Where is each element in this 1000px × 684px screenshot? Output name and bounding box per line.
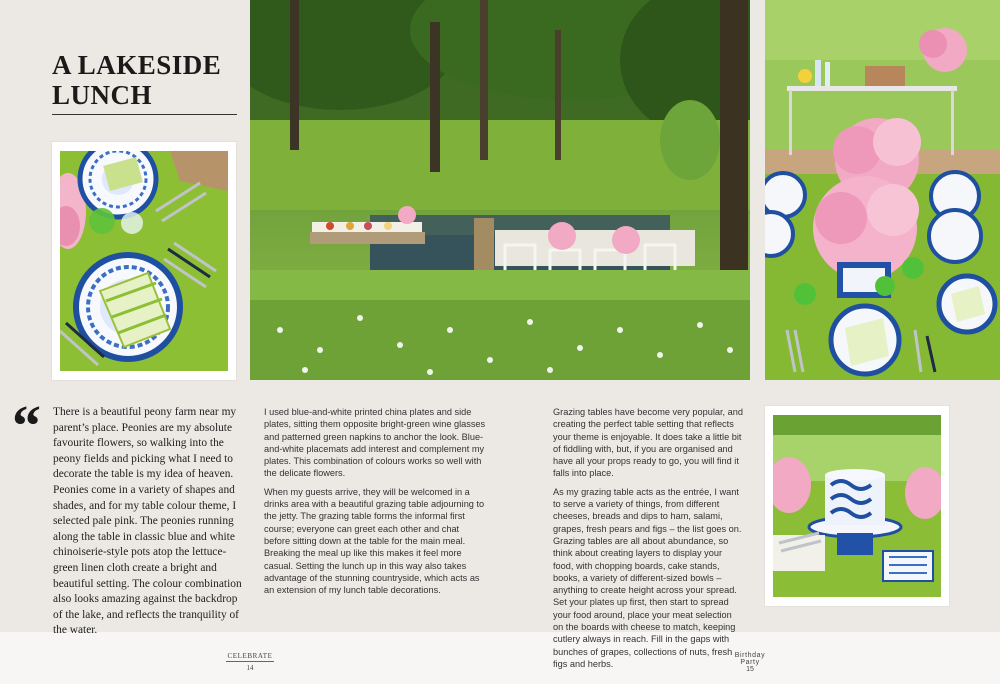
cake-illustration: [773, 415, 941, 597]
cake-photo-frame: [765, 406, 949, 606]
chinoiserie-cake-photo: [773, 415, 941, 597]
lakeside-table-photo: [250, 0, 750, 380]
title-rule: [52, 114, 237, 115]
article-title: A LAKESIDE LUNCH: [52, 50, 222, 110]
left-running-head: CELEBRATE: [227, 652, 273, 660]
right-page-number: 15: [746, 666, 754, 673]
right-running-head: Birthday Party: [734, 652, 766, 666]
body-paragraph: Grazing tables have become very popular, and creating the perfect table setting that reflects your theme is enjoyable. It does take a little bit of fiddling with, but, if you are organised and have all your props ready to go, you will find it falls into place.: [553, 407, 743, 479]
body-paragraph: As my grazing table acts as the entrée, I want to serve a variety of things, from different cheeses, breads and dips to ham, salami, grapes, fresh pears and figs – the list goes on. Grazing tables are all about abundance, so think about creating layers to display your food, with chopping boards, cake stands, books, a variety of different-sized bowls – anything to create height across your spread. Set your plates up first, then start to spread your food around, place your meat selection on the boards with cheese to match, keeping cutlery always in reach. Fill in the gaps with bunches of grapes, collections of nuts, fresh figs and herbs.: [553, 486, 742, 669]
left-folio: [226, 652, 274, 672]
intro-paragraph: There is a beautiful peony farm near my parent’s place. Peonies are my absolute favourite flowers, so walking into the peony fields and picking what I need to decorate the table is my idea of heaven. Peonies come in a variety of shapes and shades, and for my table colour theme, I selected pale pink. The peonies running along the table in classic blue and white chinoiserie-style pots atop the lettuce-green linen cloth create a bright and beautiful setting. The colour combination also looks amazing against the backdrop of the lake, and reflects the tranquility of the water.: [53, 406, 242, 637]
lakeside-illustration: [250, 0, 750, 380]
left-page-number: 14: [246, 664, 254, 672]
body-column-2: [264, 406, 486, 602]
place-setting-illustration: [60, 151, 228, 371]
body-paragraph: I used blue-and-white printed china plates and side plates, sitting them opposite bright-green wine glasses and patterned green napkins to anchor the look. Blue-and-white placemats add interest and complement my plates. This combination of colours works so well with the delicate flowers.: [264, 407, 486, 479]
right-folio: [724, 652, 776, 673]
pull-quote-mark: “: [12, 393, 41, 458]
body-paragraph: When my guests arrive, they will be welcomed in a drinks area with a beautiful grazing table adjourning to the jetty. The grazing table forms the informal first course; everyone can greet each other and chat before sitting down at the table for the main meal. Breaking the meal up like this makes it feel more casual. Setting the lunch up in this way also takes advantage of the stunning countryside, which acts as an extension of my lunch table decorations.: [264, 486, 485, 596]
place-setting-photo: [60, 151, 228, 371]
place-setting-photo-frame: [52, 142, 236, 380]
footer-band: [0, 632, 1000, 684]
peony-centerpiece-photo: [765, 0, 1000, 380]
peony-table-illustration: [765, 0, 1000, 380]
body-column-3: [553, 406, 743, 676]
